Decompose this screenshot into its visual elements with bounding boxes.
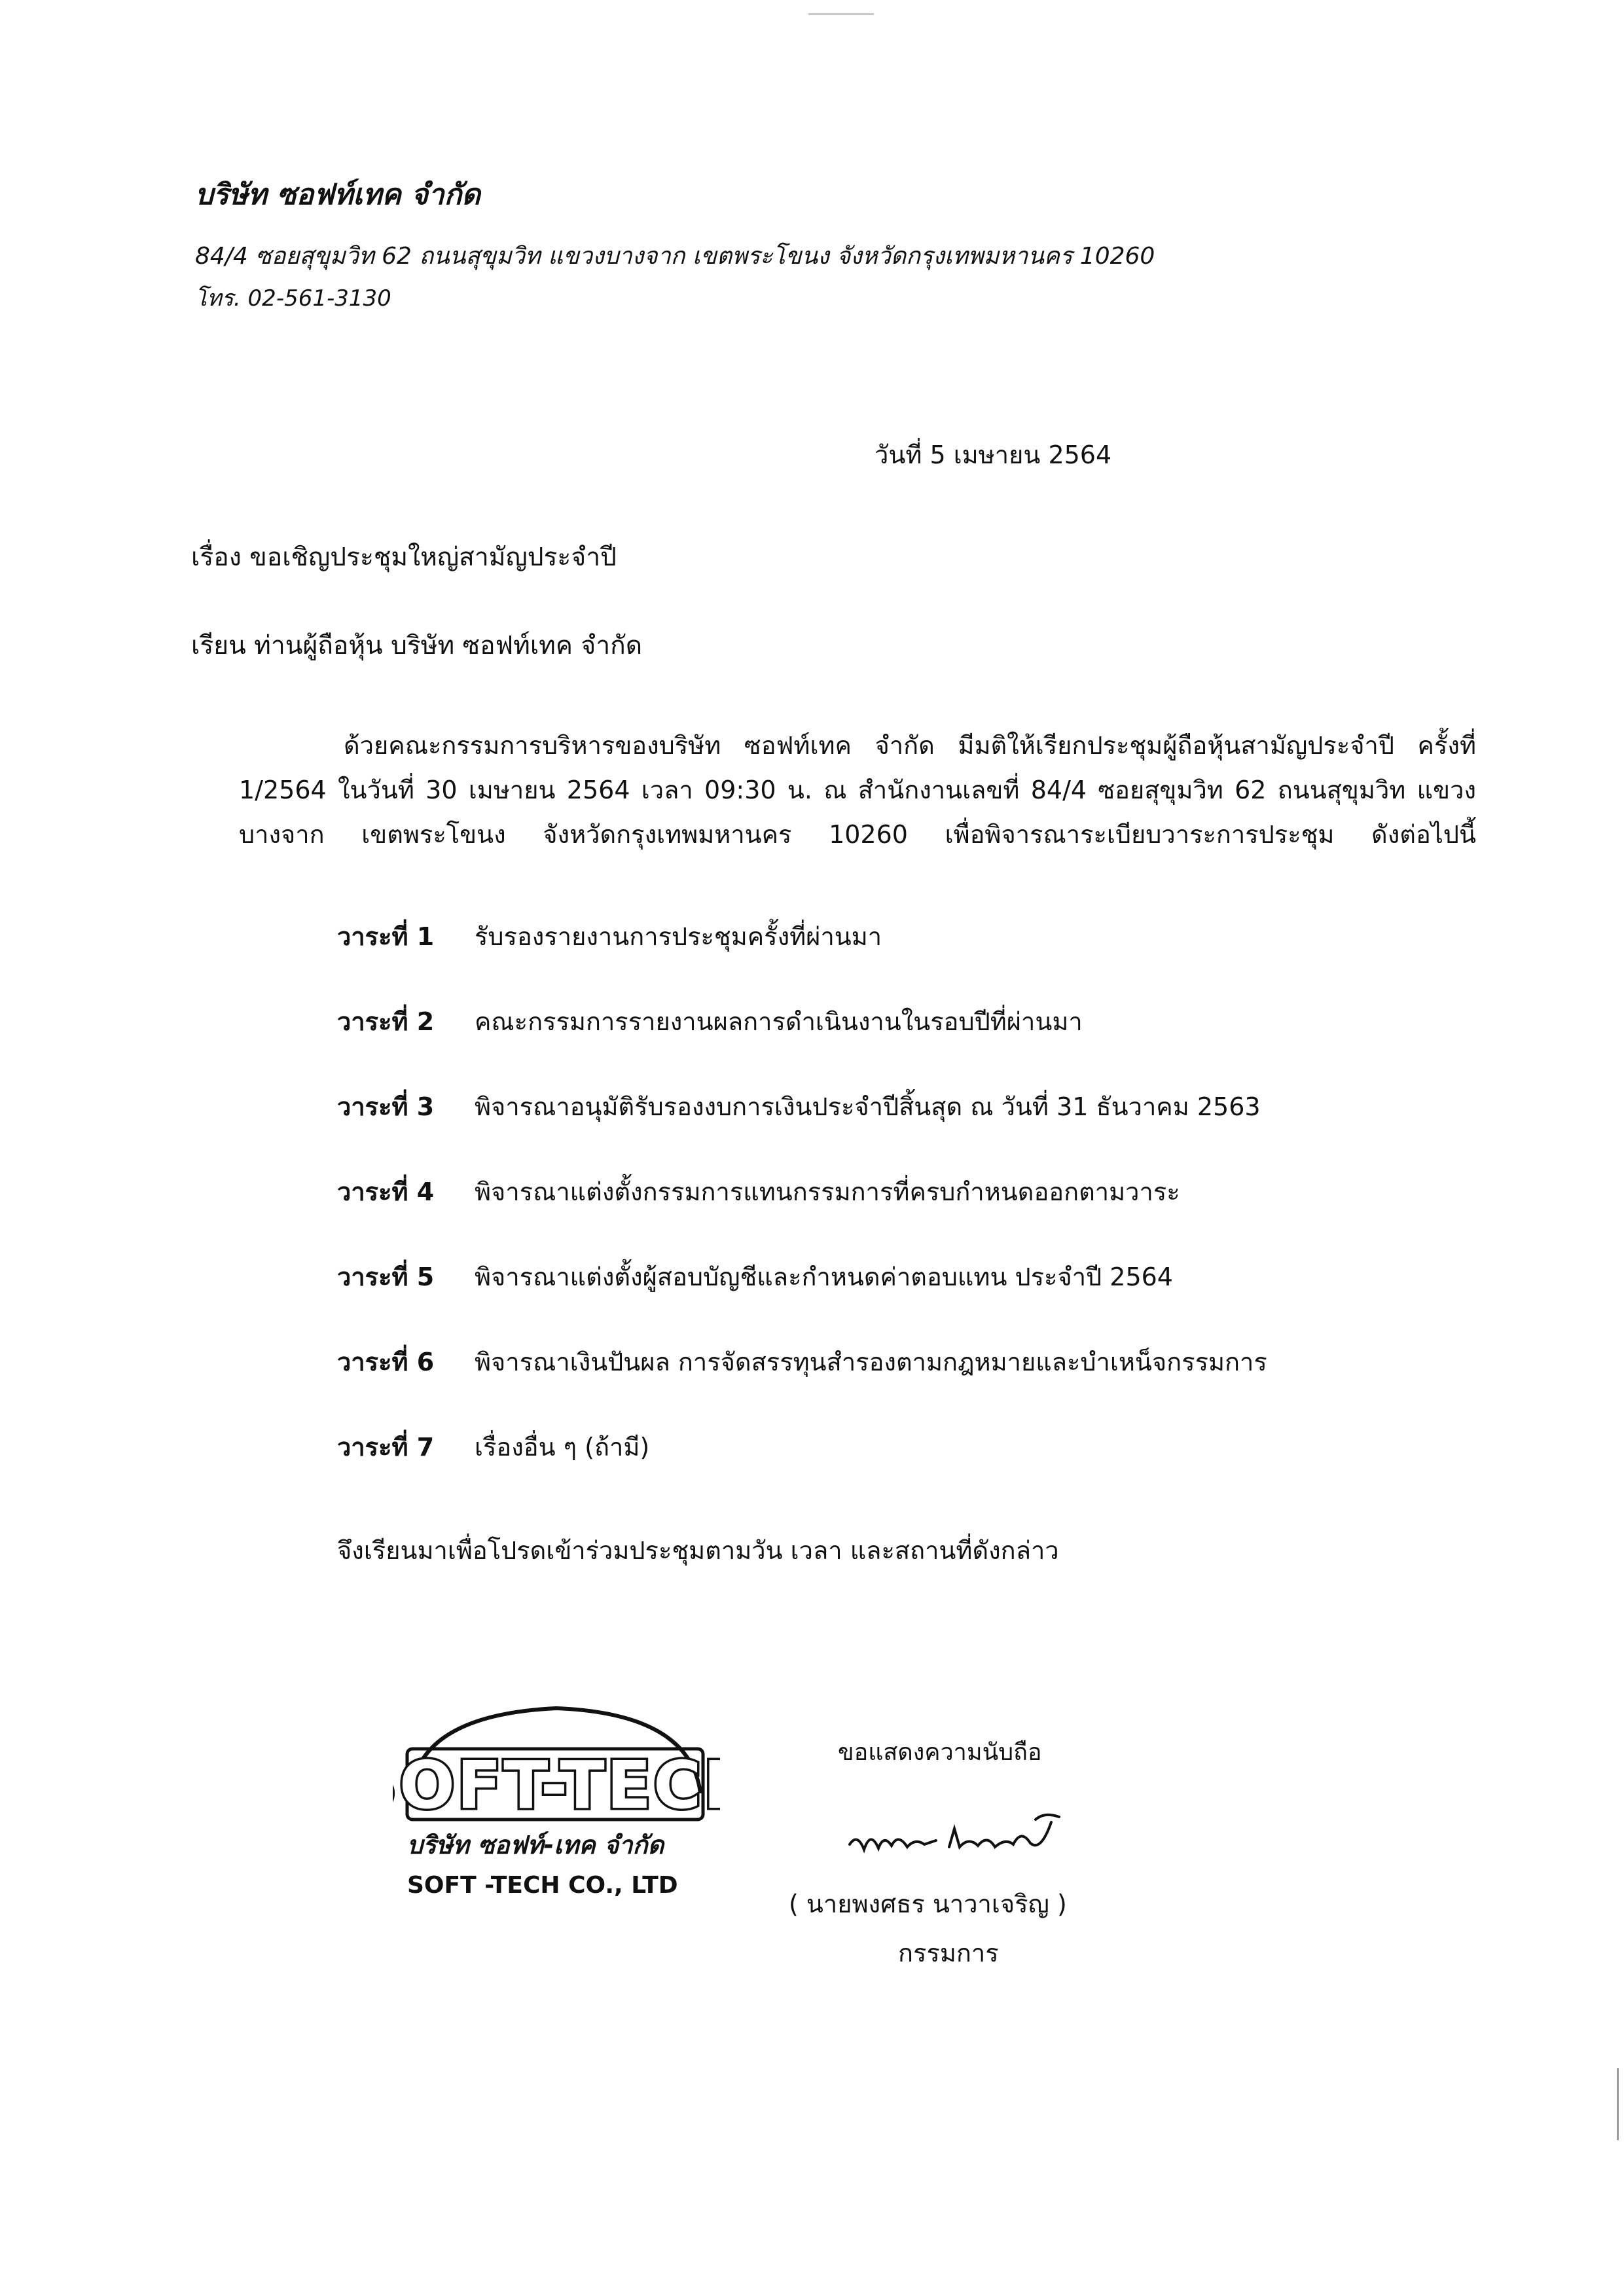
agenda-number: วาระที่ 1 — [337, 922, 435, 951]
seal-english-name: SOFT -TECH CO., LTD — [407, 1872, 678, 1899]
signer-title: กรรมการ — [898, 1939, 999, 1967]
agenda-number: วาระที่ 4 — [337, 1177, 435, 1206]
agenda-item — [337, 1172, 1267, 1257]
closing-line: จึงเรียนมาเพื่อโปรดเข้าร่วมประชุมตามวัน เวลา และสถานที่ดังกล่าว — [337, 1536, 1059, 1565]
complimentary-close: ขอแสดงความนับถือ — [838, 1739, 1042, 1766]
letter-salutation: เรียน ท่านผู้ถือหุ้น บริษัท ซอฟท์เทค จำกัด — [191, 631, 643, 660]
agenda-item — [337, 1257, 1267, 1342]
agenda-text: พิจารณาเงินปันผล การจัดสรรทุนสำรองตามกฎหมายและบำเหน็จกรรมการ — [475, 1348, 1267, 1376]
company-seal-graphic — [393, 1702, 720, 1911]
agenda-item — [337, 916, 1267, 1001]
agenda-text: พิจารณาอนุมัติรับรองงบการเงินประจำปีสิ้นสุด ณ วันที่ 31 ธันวาคม 2563 — [475, 1092, 1261, 1121]
agenda-text: รับรองรายงานการประชุมครั้งที่ผ่านมา — [475, 922, 882, 951]
body-paragraph: ด้วยคณะกรรมการบริหารของบริษัท ซอฟท์เทค จำกัด มีมติให้เรียกประชุมผู้ถือหุ้นสามัญประจำปี ครั้งที่ 1/2564 ในวันที่ 30 เมษายน 2564 เวลา 09:30 น. ณ สำนักงานเลขที่ 84/4 ซอยสุขุมวิท 62 ถนนสุขุมวิท แขวงบางจาก เขตพระโขนง จังหวัดกรุงเทพมหานคร 10260 เพื่อพิจารณาระเบียบวาระการประชุม ดังต่อไปนี้ — [239, 731, 1476, 849]
letter-subject: เรื่อง ขอเชิญประชุมใหญ่สามัญประจำปี — [191, 543, 617, 572]
agenda-item — [337, 1001, 1267, 1086]
agenda-text: พิจารณาแต่งตั้งผู้สอบบัญชีและกำหนดค่าตอบแทน ประจำปี 2564 — [475, 1263, 1173, 1291]
agenda-text: พิจารณาแต่งตั้งกรรมการแทนกรรมการที่ครบกำหนดออกตามวาระ — [475, 1177, 1180, 1206]
seal-logo-fill: OFT-TEC — [399, 1747, 704, 1823]
company-phone: โทร. 02-561-3130 — [195, 285, 391, 312]
seal-thai-name: บริษัท ซอฟท์-เทค จำกัด — [407, 1831, 664, 1859]
company-seal — [393, 1702, 720, 1914]
seal-logo-text: OFT-TEC — [399, 1747, 704, 1823]
agenda-text: คณะกรรมการรายงานผลการดำเนินงานในรอบปีที่ผ่านมา — [475, 1007, 1083, 1036]
agenda-item — [337, 1427, 1267, 1512]
company-address: 84/4 ซอยสุขุมวิท 62 ถนนสุขุมวิท แขวงบางจาก เขตพระโขนง จังหวัดกรุงเทพมหานคร 10260 — [195, 243, 1155, 270]
agenda-item — [337, 1342, 1267, 1427]
company-name: บริษัท ซอฟท์เทค จำกัด — [195, 178, 480, 211]
agenda-number: วาระที่ 7 — [337, 1433, 435, 1462]
letter-date: วันที่ 5 เมษายน 2564 — [875, 440, 1112, 469]
agenda-item — [337, 1086, 1267, 1172]
scan-artifact-top — [808, 13, 874, 15]
agenda-list — [337, 916, 1267, 1512]
agenda-text: เรื่องอื่น ๆ (ถ้ามี) — [475, 1433, 650, 1462]
signature-graphic — [844, 1806, 1080, 1872]
handwritten-signature — [844, 1806, 1080, 1874]
scan-artifact-edge — [1617, 2068, 1619, 2140]
signer-name: ( นายพงศธร นาวาเจริญ ) — [789, 1890, 1067, 1918]
agenda-number: วาระที่ 5 — [337, 1263, 435, 1291]
agenda-number: วาระที่ 2 — [337, 1007, 435, 1036]
agenda-number: วาระที่ 3 — [337, 1092, 435, 1121]
agenda-number: วาระที่ 6 — [337, 1348, 435, 1376]
